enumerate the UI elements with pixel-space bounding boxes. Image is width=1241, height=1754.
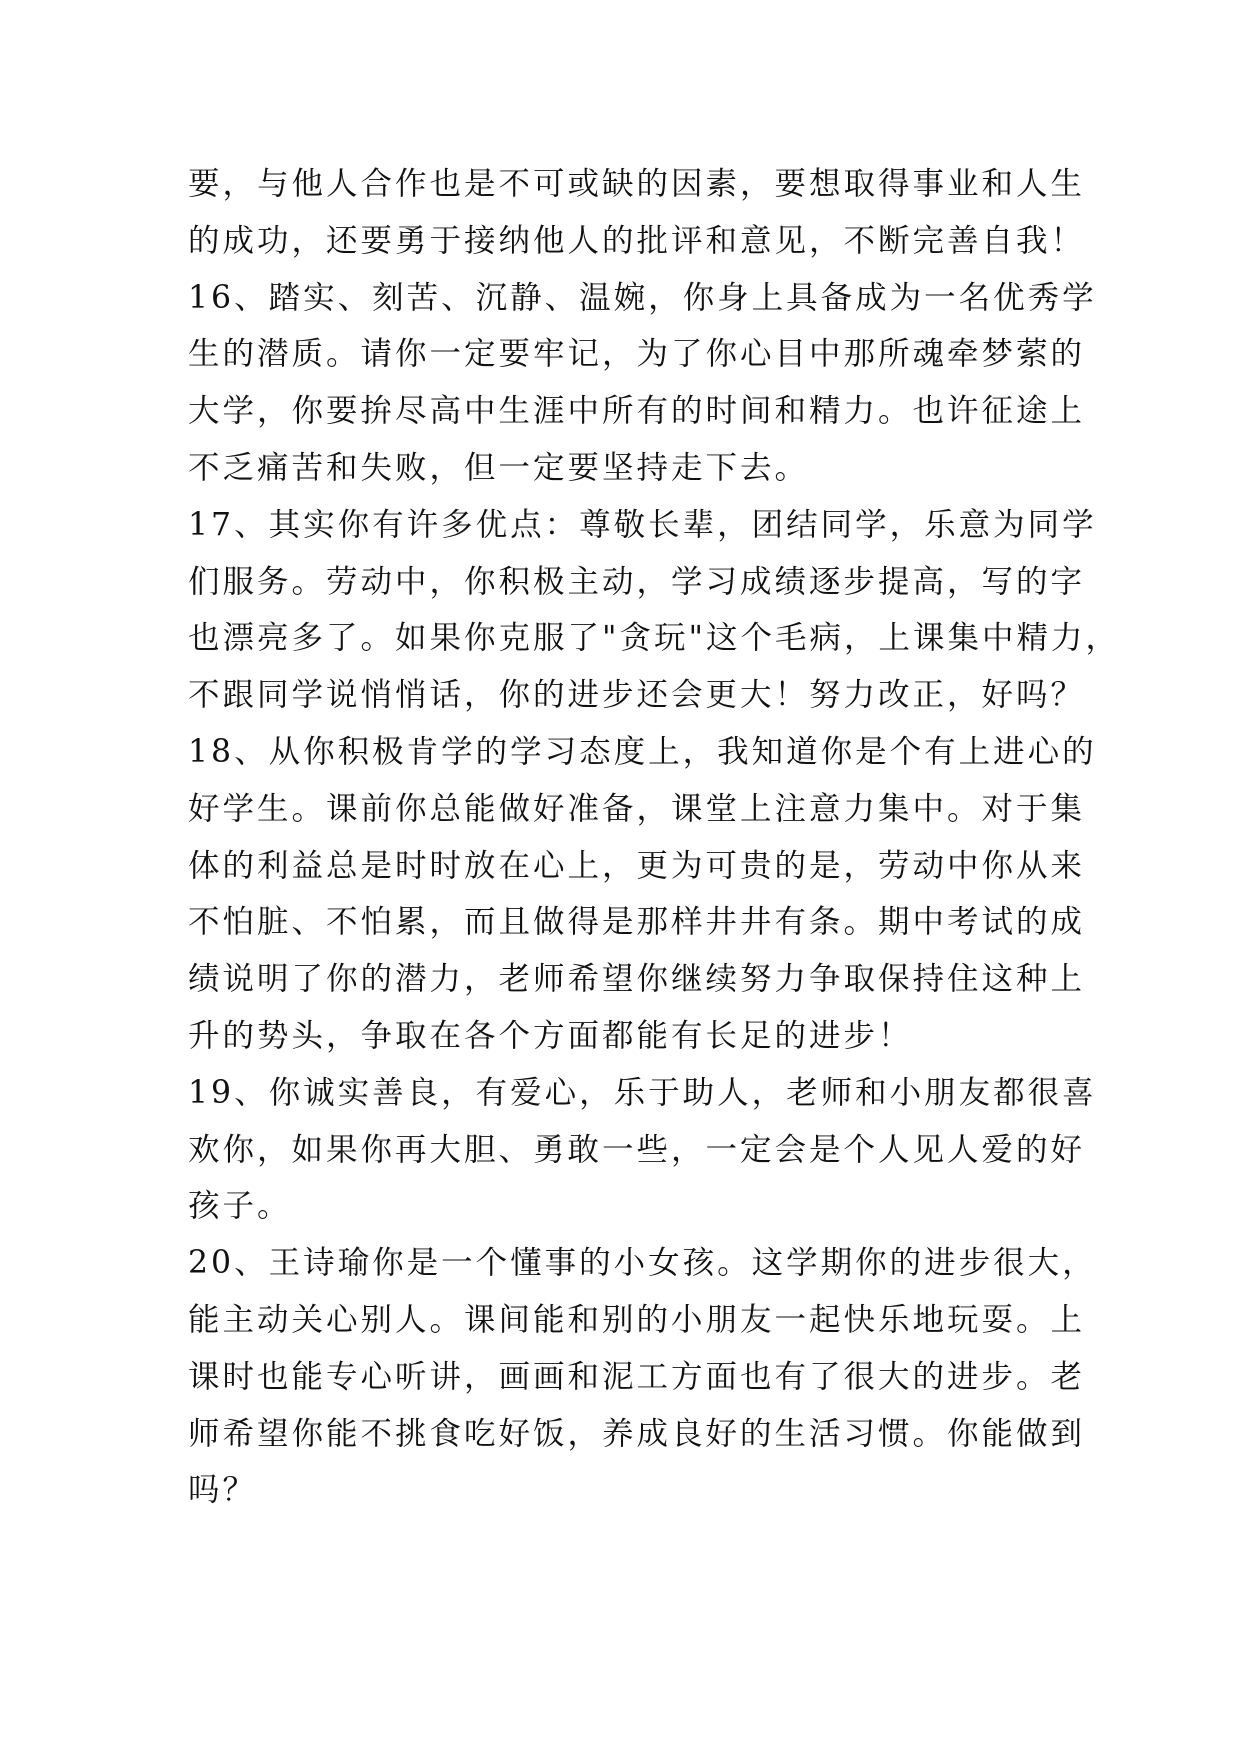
text-line: 17、其实你有许多优点：尊敬长辈，团结同学，乐意为同学 [188, 506, 1097, 543]
text-line: 们服务。劳动中，你积极主动，学习成绩逐步提高，写的字 [188, 563, 1086, 600]
paragraph-item-16 [188, 270, 1097, 497]
paragraph-continuation [188, 156, 1086, 270]
text-line: 18、从你积极肯学的学习态度上，我知道你是个有上进心的 [188, 733, 1097, 770]
text-line: 绩说明了你的潜力，老师希望你继续努力争取保持住这种上 [188, 961, 1086, 998]
text-line: 体的利益总是时时放在心上，更为可贵的是，劳动中你从来 [188, 847, 1086, 884]
text-line: 也漂亮多了。如果你克服了"贪玩"这个毛病，上课集中精力， [188, 620, 1120, 657]
text-line: 欢你，如果你再大胆、勇敢一些，一定会是个人见人爱的好 [188, 1131, 1086, 1168]
paragraph-item-19 [188, 1065, 1097, 1235]
text-line: 生的潜质。请你一定要牢记，为了你心目中那所魂牵梦萦的 [188, 336, 1086, 373]
text-line: 16、踏实、刻苦、沉静、温婉，你身上具备成为一名优秀学 [188, 279, 1097, 316]
text-line: 要，与他人合作也是不可或缺的因素，要想取得事业和人生 [188, 166, 1086, 202]
text-line: 升的势头，争取在各个方面都能有长足的进步！ [188, 1017, 913, 1054]
text-line: 课时也能专心听讲，画画和泥工方面也有了很大的进步。老 [188, 1358, 1086, 1395]
text-line: 20、王诗瑜你是一个懂事的小女孩。这学期你的进步很大， [188, 1245, 1097, 1282]
paragraph-item-20 [188, 1235, 1097, 1519]
text-line: 不跟同学说悄悄话，你的进步还会更大！努力改正，好吗？ [188, 677, 1086, 714]
text-line: 能主动关心别人。课间能和别的小朋友一起快乐地玩耍。上 [188, 1301, 1086, 1338]
text-line: 不怕脏、不怕累，而且做得是那样井井有条。期中考试的成 [188, 904, 1086, 941]
text-line: 不乏痛苦和失败，但一定要坚持走下去。 [188, 449, 810, 486]
document-body [188, 156, 1120, 1519]
text-line: 19、你诚实善良，有爱心，乐于助人，老师和小朋友都很喜 [188, 1074, 1097, 1111]
text-line: 孩子。 [188, 1188, 292, 1225]
paragraph-item-18 [188, 724, 1097, 1065]
text-line: 师希望你能不挑食吃好饭，养成良好的生活习惯。你能做到 [188, 1415, 1086, 1452]
paragraph-item-17 [188, 497, 1120, 724]
text-line: 的成功，还要勇于接纳他人的批评和意见，不断完善自我！ [188, 222, 1086, 259]
text-line: 大学，你要拚尽高中生涯中所有的时间和精力。也许征途上 [188, 393, 1086, 430]
text-line: 好学生。课前你总能做好准备，课堂上注意力集中。对于集 [188, 790, 1086, 827]
text-line: 吗？ [188, 1472, 258, 1509]
